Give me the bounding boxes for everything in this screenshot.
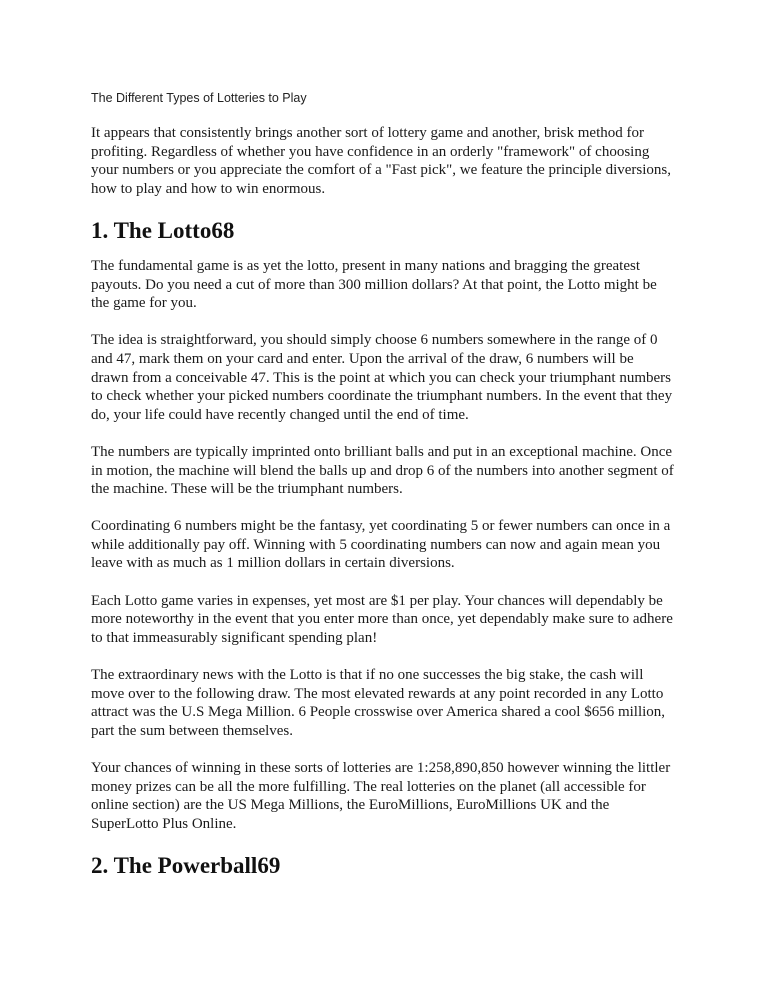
text-line: The numbers are typically imprinted onto brilliant balls and put in an exceptional machine. Once [91, 443, 673, 460]
text-line: profiting. Regardless of whether you have confidence in an orderly "framework" of choosing [91, 143, 650, 160]
section-heading-powerball69: 2. The Powerball69 [91, 852, 281, 878]
text-line: and 47, mark them on your card and enter. Upon the arrival of the draw, 6 numbers will be [91, 350, 634, 367]
paragraph [91, 331, 681, 424]
text-line: The extraordinary news with the Lotto is that if no one successes the big stake, the cash will [91, 667, 644, 684]
text-line: leave with as much as 1 million dollars in certain diversions. [91, 555, 455, 572]
intro-paragraph [91, 124, 681, 198]
document-title: The Different Types of Lotteries to Play [91, 91, 307, 105]
text-line: in motion, the machine will blend the balls up and drop 6 of the numbers into another segment of [91, 462, 674, 479]
text-line: move over to the following draw. The most elevated rewards at any point recorded in any Lotto [91, 685, 664, 702]
paragraph [91, 257, 681, 313]
paragraph [91, 592, 681, 648]
text-line: payouts. Do you need a cut of more than 300 million dollars? At that point, the Lotto might be [91, 276, 657, 293]
paragraph [91, 666, 681, 740]
text-line: how to play and how to win enormous. [91, 180, 326, 197]
text-line: drawn from a conceivable 47. This is the point at which you can check your triumphant numbers [91, 369, 671, 386]
text-line: attract was the U.S Mega Million. 6 People crosswise over America shared a cool $656 million, [91, 704, 666, 721]
text-line: online section) are the US Mega Millions, the EuroMillions, EuroMillions UK and the [91, 797, 610, 814]
text-line: while additionally pay off. Winning with 5 coordinating numbers can now and again mean you [91, 536, 661, 553]
text-line: Your chances of winning in these sorts of lotteries are 1:258,890,850 however winning the littler [91, 760, 671, 776]
text-line: money prizes can be all the more fulfilling. The real lotteries on the planet (all accessible for [91, 778, 646, 795]
paragraph [91, 517, 681, 573]
paragraph [91, 759, 681, 833]
paragraph [91, 443, 681, 499]
text-line: The idea is straightforward, you should simply choose 6 numbers somewhere in the range of 0 [91, 332, 658, 349]
text-line: to that immeasurably significant spending plan! [91, 629, 378, 646]
text-line: Coordinating 6 numbers might be the fantasy, yet coordinating 5 or fewer numbers can once in a [91, 518, 671, 535]
section-heading-lotto68: 1. The Lotto68 [91, 217, 235, 243]
text-line: the game for you. [91, 295, 197, 312]
text-line: to check whether your picked numbers coordinate the triumphant numbers. In the event that they [91, 388, 673, 405]
text-line: Each Lotto game varies in expenses, yet most are $1 per play. Your chances will dependably be [91, 592, 663, 609]
document-body [91, 124, 681, 892]
text-line: your numbers or you appreciate the comfort of a "Fast pick", we feature the principle diversions, [91, 162, 671, 179]
text-line: SuperLotto Plus Online. [91, 815, 237, 832]
text-line: It appears that consistently brings another sort of lottery game and another, brisk method for [91, 125, 645, 141]
text-line: part the sum between themselves. [91, 722, 294, 739]
text-line: The fundamental game is as yet the lotto, present in many nations and bragging the greatest [91, 257, 641, 274]
text-line: do, your life could have recently changed until the end of time. [91, 406, 469, 423]
text-line: the machine. These will be the triumphant numbers. [91, 481, 403, 498]
text-line: more noteworthy in the event that you enter more than once, yet dependably make sure to adhere [91, 611, 673, 628]
